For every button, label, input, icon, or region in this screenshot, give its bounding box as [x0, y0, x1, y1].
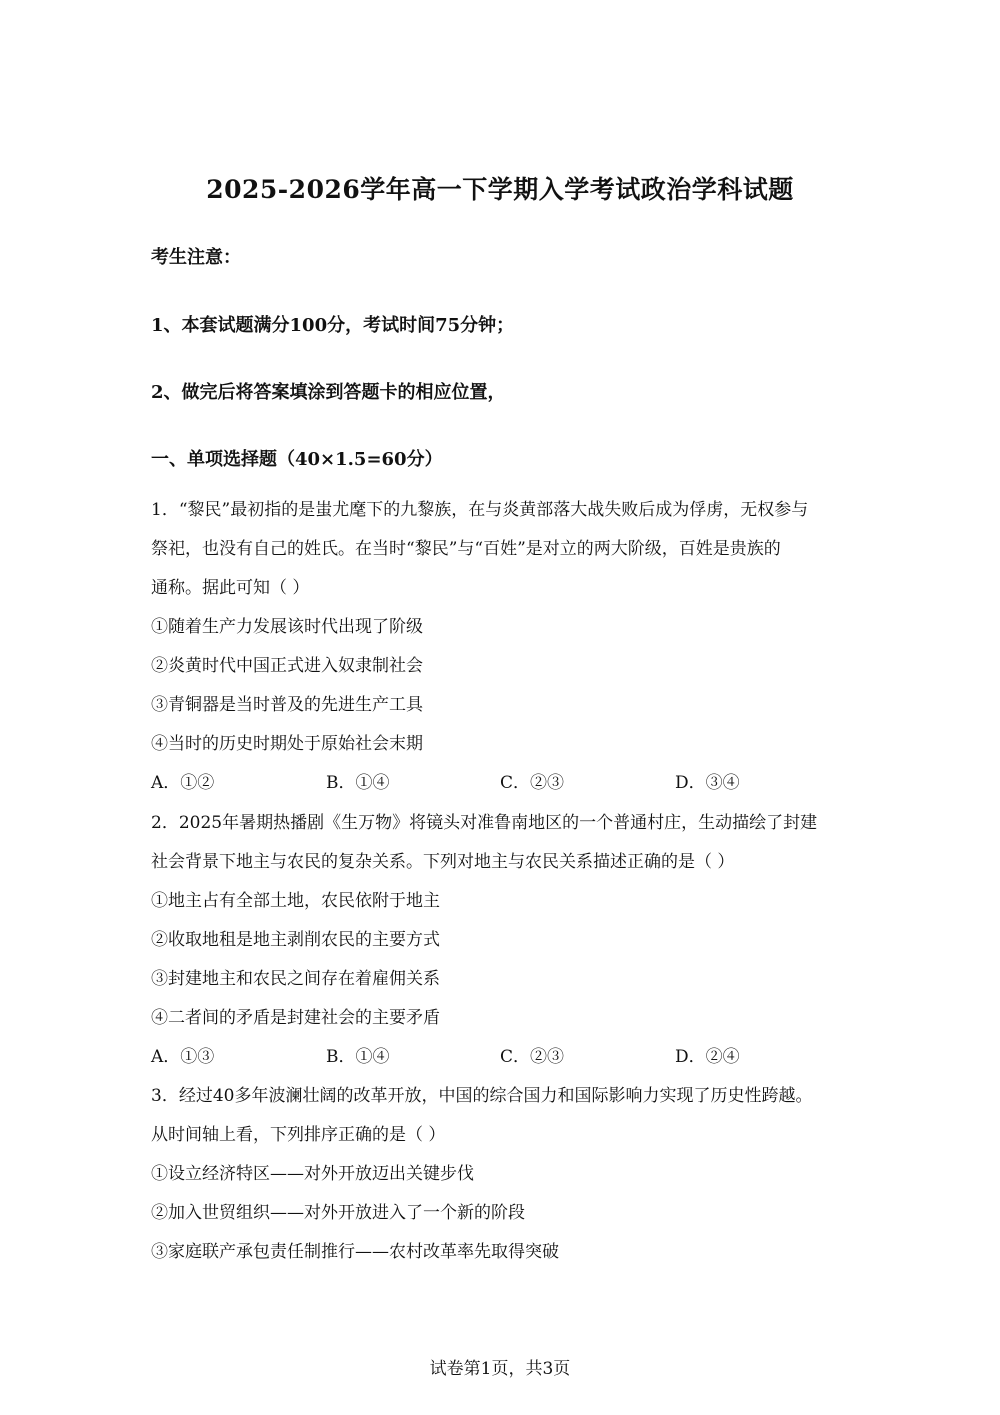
question-stem-line: 2．2025年暑期热播剧《生万物》将镜头对准鲁南地区的一个普通村庄，生动描绘了封建 [151, 813, 818, 833]
option-b[interactable]: B．①④ [326, 1047, 390, 1067]
option-d[interactable]: D．②④ [675, 1047, 740, 1067]
question-stem-line: 1．“黎民”最初指的是蚩尤麾下的九黎族，在与炎黄部落大战失败后成为俘虏，无权参与 [151, 500, 809, 520]
question-3 [151, 1077, 851, 1272]
option-b[interactable]: B．①④ [326, 773, 390, 793]
statement: ①地主占有全部土地，农民依附于地主 [151, 891, 440, 911]
option-d[interactable]: D．③④ [675, 773, 740, 793]
option-a[interactable]: A．①③ [151, 1047, 215, 1067]
question-1 [151, 491, 851, 803]
section-heading: 一、单项选择题（40×1.5=60分） [151, 449, 443, 470]
statement: ②炎黄时代中国正式进入奴隶制社会 [151, 656, 423, 676]
question-stem-line: 社会背景下地主与农民的复杂关系。下列对地主与农民关系描述正确的是（ ） [151, 852, 735, 872]
option-c[interactable]: C．②③ [500, 773, 565, 793]
statement: ④二者间的矛盾是封建社会的主要矛盾 [151, 1008, 440, 1028]
statement: ②收取地租是地主剥削农民的主要方式 [151, 930, 440, 950]
statement: ①设立经济特区——对外开放迈出关键步伐 [151, 1164, 474, 1184]
statement: ③封建地主和农民之间存在着雇佣关系 [151, 969, 440, 989]
option-c[interactable]: C．②③ [500, 1047, 565, 1067]
answer-options [151, 764, 851, 803]
page-title: 2025-2026学年高一下学期入学考试政治学科试题 [206, 175, 794, 204]
notice-item-1: 1、本套试题满分100分，考试时间75分钟； [151, 315, 515, 336]
statement: ③青铜器是当时普及的先进生产工具 [151, 695, 423, 715]
option-a[interactable]: A．①② [151, 773, 215, 793]
statement: ③家庭联产承包责任制推行——农村改革率先取得突破 [151, 1242, 559, 1262]
question-stem-line: 3．经过40多年波澜壮阔的改革开放，中国的综合国力和国际影响力实现了历史性跨越。 [151, 1086, 813, 1106]
question-stem-line: 祭祀，也没有自己的姓氏。在当时“黎民”与“百姓”是对立的两大阶级，百姓是贵族的 [151, 539, 781, 559]
statement: ②加入世贸组织——对外开放进入了一个新的阶段 [151, 1203, 525, 1223]
statement: ①随着生产力发展该时代出现了阶级 [151, 617, 423, 637]
notice-heading: 考生注意： [151, 247, 241, 268]
question-stem-line: 通称。据此可知（ ） [151, 578, 310, 598]
page-footer: 试卷第1页，共3页 [429, 1359, 571, 1379]
question-2 [151, 804, 851, 1077]
question-stem-line: 从时间轴上看，下列排序正确的是（ ） [151, 1125, 446, 1145]
notice-item-2: 2、做完后将答案填涂到答题卡的相应位置， [151, 382, 506, 403]
statement: ④当时的历史时期处于原始社会末期 [151, 734, 423, 754]
answer-options [151, 1038, 851, 1077]
